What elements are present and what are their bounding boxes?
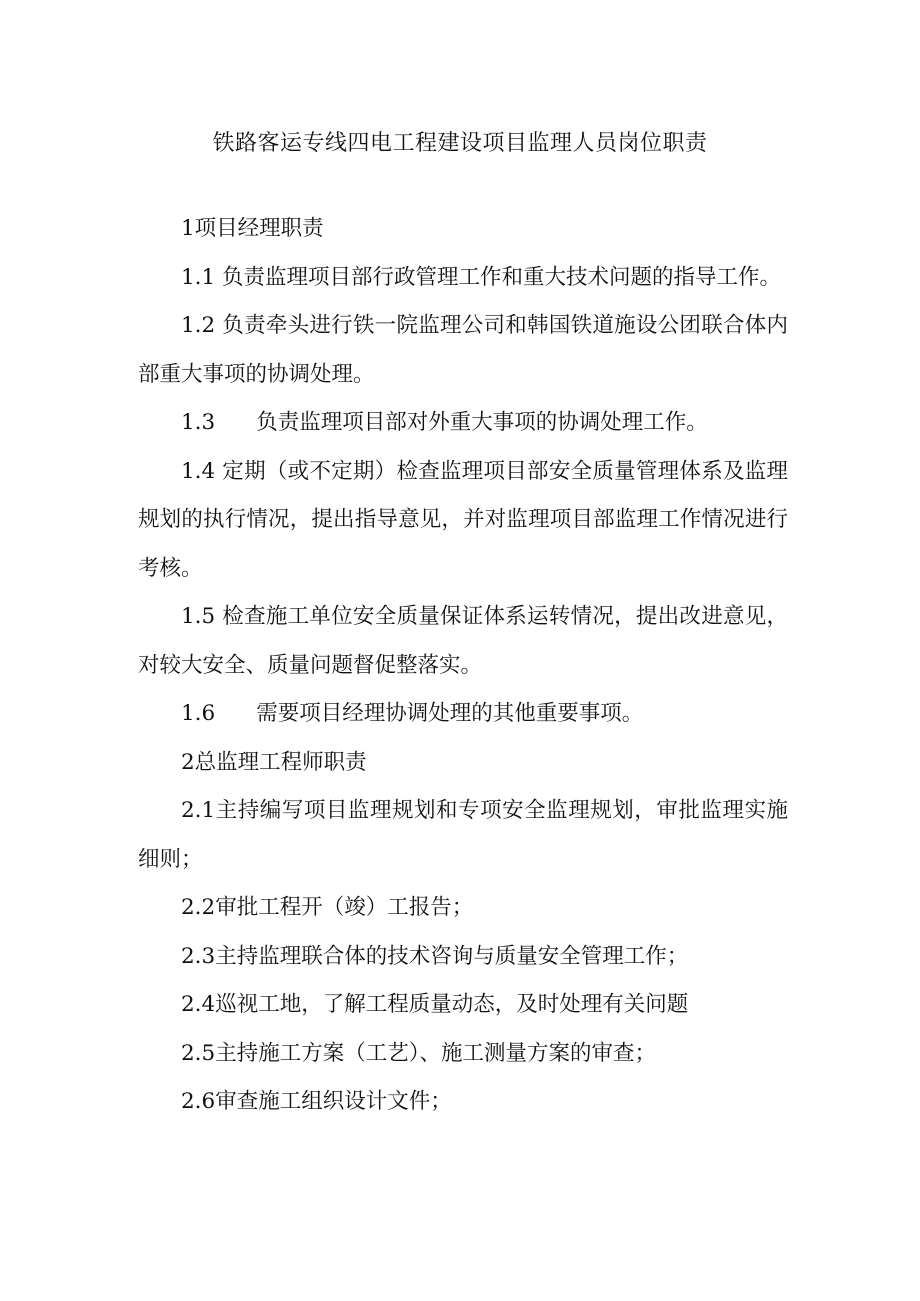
paragraph-1-2: 1.2 负责牵头进行铁一院监理公司和韩国铁道施设公团联合体内部重大事项的协调处理。	[138, 313, 788, 387]
section-heading-1: 1项目经理职责	[181, 216, 324, 241]
paragraph-2-1: 2.1主持编写项目监理规划和专项安全监理规划，审批监理实施细则；	[138, 798, 788, 872]
paragraph-2-4: 2.4巡视工地，了解工程质量动态，及时处理有关问题	[181, 992, 689, 1017]
paragraph-1-1: 1.1 负责监理项目部行政管理工作和重大技术问题的指导工作。	[181, 264, 782, 290]
paragraph-2-6: 2.6审查施工组织设计文件；	[181, 1089, 452, 1114]
paragraph-1-4: 1.4 定期（或不定期）检查监理项目部安全质量管理体系及监理规划的执行情况，提出指导意见，并对监理项目部监理工作情况进行考核。	[138, 458, 788, 581]
paragraph-1-5: 1.5 检查施工单位安全质量保证体系运转情况，提出改进意见，对较大安全、质量问题督促整落实。	[138, 604, 788, 678]
document-body	[138, 205, 788, 1127]
paragraph-2-2: 2.2审批工程开（竣）工报告；	[181, 895, 474, 920]
paragraph-2-5: 2.5主持施工方案（工艺）、施工测量方案的审查；	[181, 1040, 656, 1066]
paragraph-1-6: 1.6 需要项目经理协调处理的其他重要事项。	[181, 701, 644, 726]
paragraph-2-3: 2.3主持监理联合体的技术咨询与质量安全管理工作；	[181, 943, 689, 969]
paragraph-1-3: 1.3 负责监理项目部对外重大事项的协调处理工作。	[181, 410, 708, 435]
section-heading-2: 2总监理工程师职责	[181, 749, 367, 775]
document-title: 铁路客运专线四电工程建设项目监理人员岗位职责	[212, 131, 708, 156]
